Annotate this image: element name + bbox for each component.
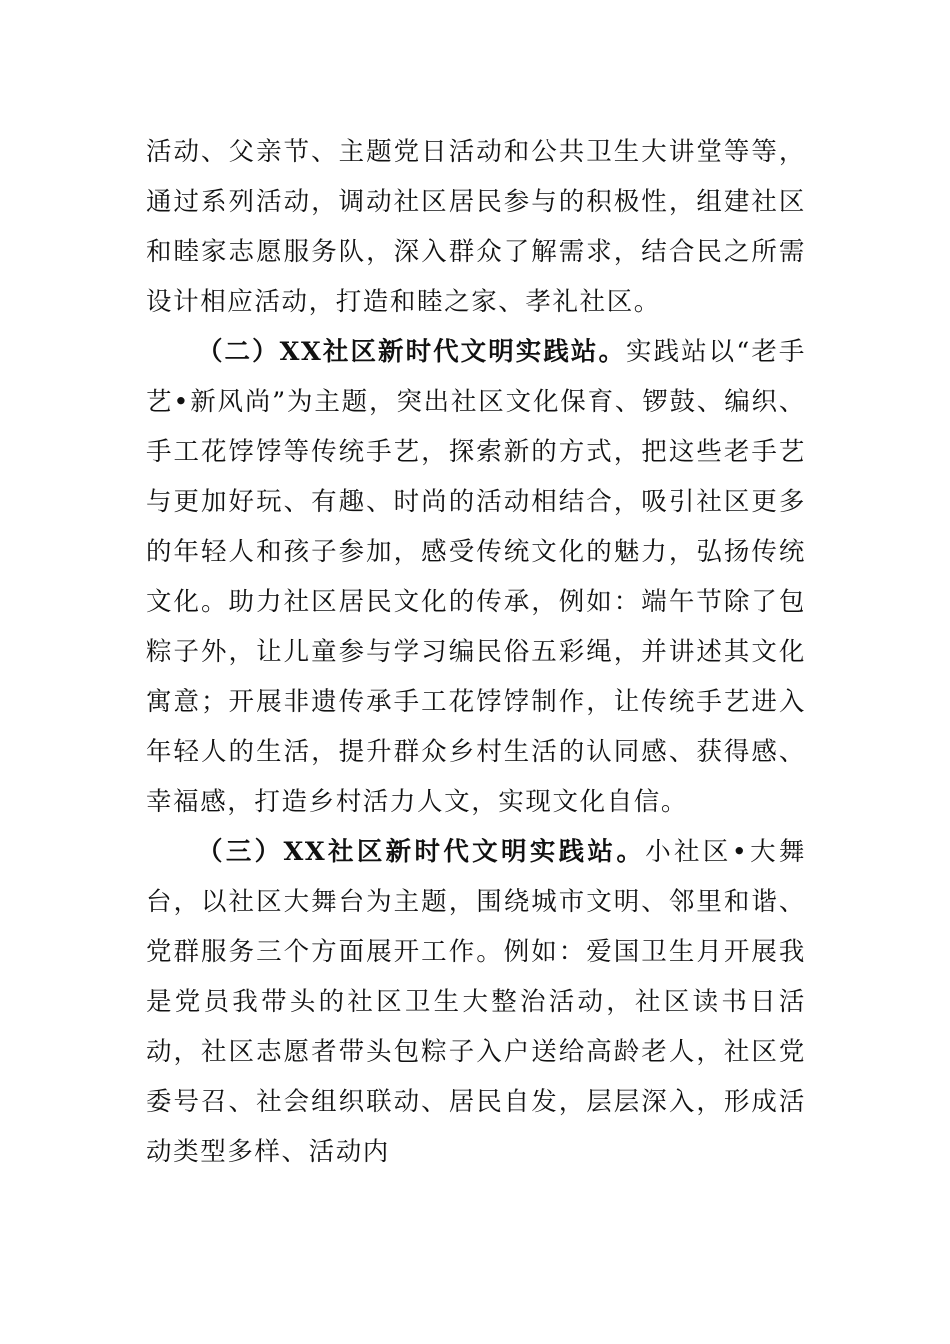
section-heading: （二）XX社区新时代文明实践站。 — [197, 337, 627, 367]
paragraph-text: 小社区•大舞台，以社区大舞台为主题，围绕城市文明、邻里和谐、党群服务三个方面展开工作。例如：爱国卫生月开展我是党员我带头的社区卫生大整治活动，社区读书日活动，社区志愿者带头包粽子入户送给高龄老人，社区党委号召、社会组织联动、居民自发，层层深入，形成活动类型多样、活动内 — [146, 837, 806, 1167]
paragraph-section-2 — [146, 327, 806, 827]
paragraph-continuation — [146, 127, 806, 327]
paragraph-text: 实践站以“老手艺•新风尚”为主题，突出社区文化保育、锣鼓、编织、手工花饽饽等传统手艺，探索新的方式，把这些老手艺与更加好玩、有趣、时尚的活动相结合，吸引社区更多的年轻人和孩子参加，感受传统文化的魅力，弘扬传统文化。助力社区居民文化的传承，例如：端午节除了包粽子外，让儿童参与学习编民俗五彩绳，并讲述其文化寓意；开展非遗传承手工花饽饽制作，让传统手艺进入年轻人的生活，提升群众乡村生活的认同感、获得感、幸福感，打造乡村活力人文，实现文化自信。 — [146, 337, 806, 817]
document-body — [146, 127, 806, 1177]
paragraph-section-3 — [146, 827, 806, 1177]
section-heading: （三）XX社区新时代文明实践站。 — [197, 837, 646, 867]
paragraph-text: 活动、父亲节、主题党日活动和公共卫生大讲堂等等，通过系列活动，调动社区居民参与的积极性，组建社区和睦家志愿服务队，深入群众了解需求，结合民之所需设计相应活动，打造和睦之家、孝礼社区。 — [146, 137, 806, 317]
